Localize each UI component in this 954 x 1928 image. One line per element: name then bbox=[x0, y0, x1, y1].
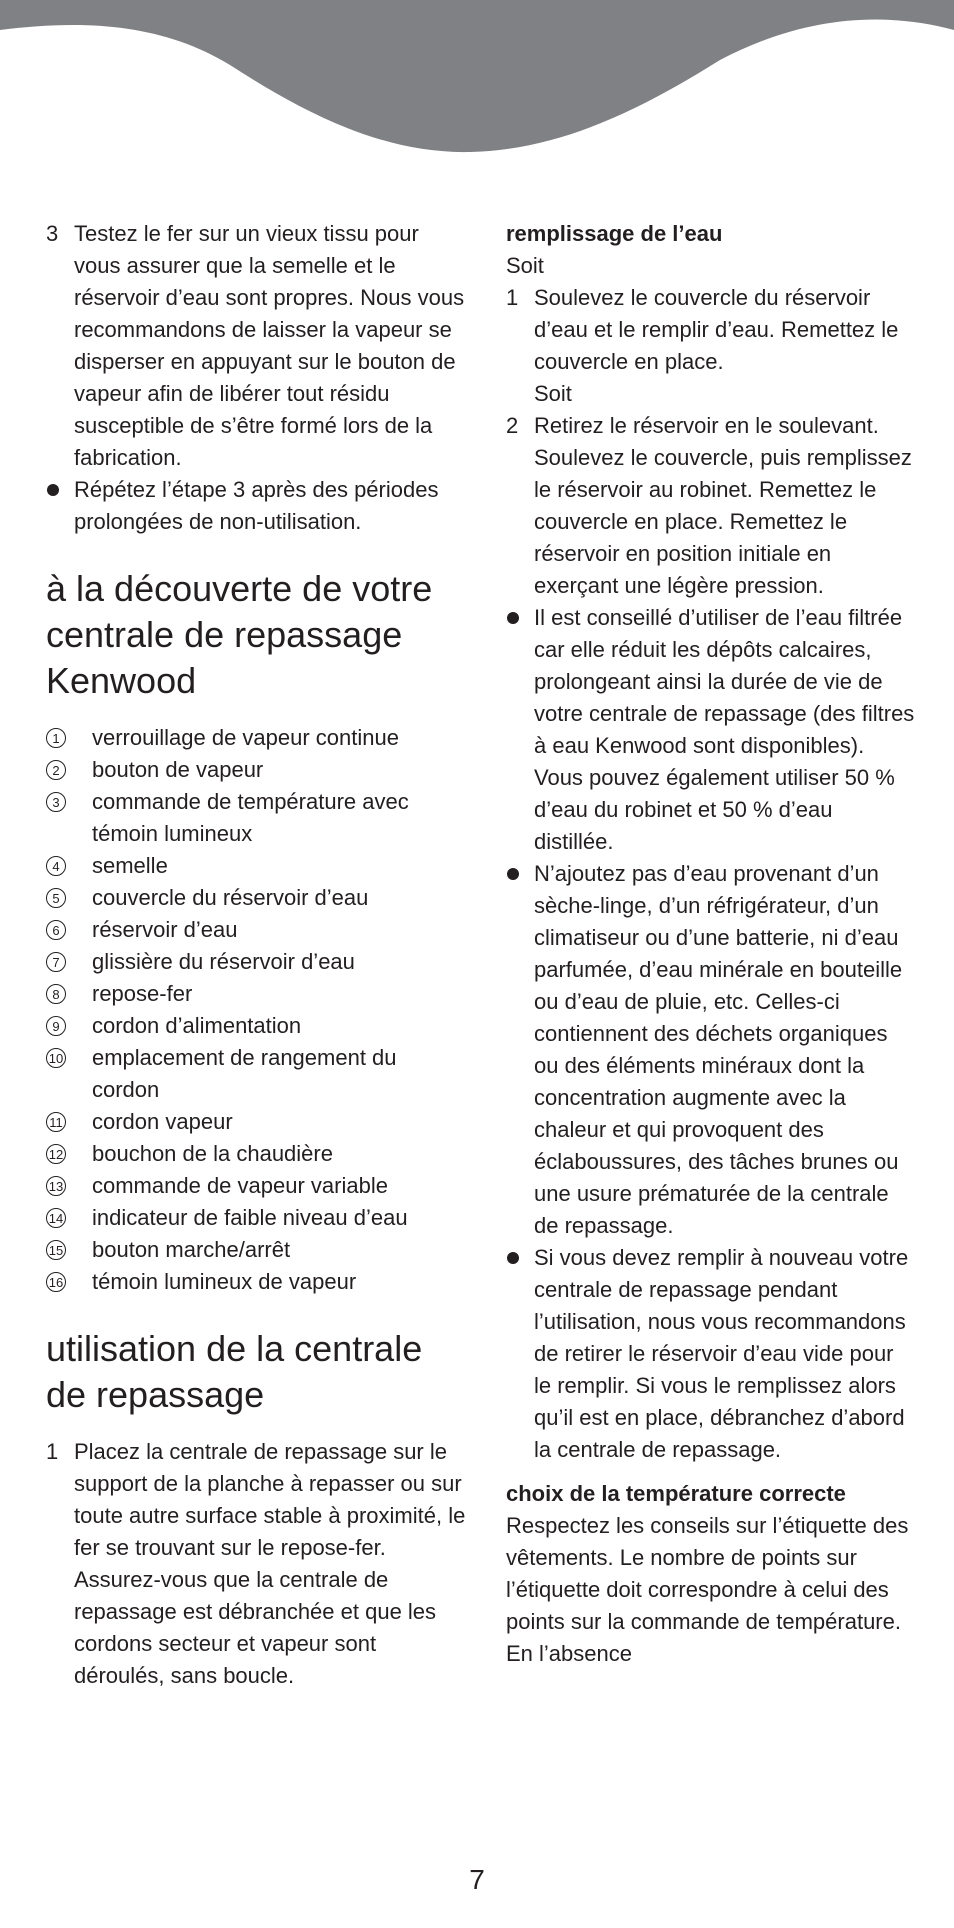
part-number-badge: 12 bbox=[46, 1144, 66, 1164]
part-list-item bbox=[46, 850, 466, 882]
part-number-badge: 10 bbox=[46, 1048, 66, 1068]
step-2 bbox=[506, 410, 916, 602]
part-list-item bbox=[46, 914, 466, 946]
part-number-badge: 11 bbox=[46, 1112, 66, 1132]
bullet-item bbox=[506, 858, 916, 1242]
part-number-badge: 5 bbox=[46, 888, 66, 908]
step-1 bbox=[506, 282, 916, 378]
step-text: Soulevez le couvercle du réservoir d’eau et le remplir d’eau. Remettez le couvercle en place. bbox=[534, 285, 899, 374]
part-label: témoin lumineux de vapeur bbox=[92, 1269, 357, 1294]
part-label: indicateur de faible niveau d’eau bbox=[92, 1205, 408, 1230]
step-text: Placez la centrale de repassage sur le support de la planche à repasser ou sur toute autre surface stable à proximité, le fer se trouvant sur le repose-fer. Assurez-vous que la centrale de repassage est débranchée et que les cordons secteur et vapeur sont déroulés, sans boucle. bbox=[74, 1439, 466, 1688]
paragraph: Respectez les conseils sur l’étiquette des vêtements. Le nombre de points sur l’étiquette doit correspondre à celui des points sur la commande de température. En l’absence bbox=[506, 1513, 909, 1666]
part-list-item bbox=[46, 1138, 466, 1170]
part-number-badge: 6 bbox=[46, 920, 66, 940]
bullet-text: N’ajoutez pas d’eau provenant d’un sèche-linge, d’un réfrigérateur, d’un climatiseur ou d’une batterie, ni d’eau parfumée, d’eau minérale en bouteille ou d’eau de pluie, etc. Celles-ci contiennent des déchets organiques ou des éléments minéraux dont la concentration augmente avec la chaleur et qui provoquent des éclaboussures, des tâches brunes ou une usure prématurée de la centrale de repassage. bbox=[534, 861, 903, 1238]
page-number: 7 bbox=[469, 1864, 485, 1895]
part-label: emplacement de rangement du cordon bbox=[92, 1045, 397, 1102]
part-label: cordon vapeur bbox=[92, 1109, 233, 1134]
soit-label: Soit bbox=[506, 253, 544, 278]
bullet-text: Si vous devez remplir à nouveau votre centrale de repassage pendant l’utilisation, nous vous recommandons de retirer le réservoir d’eau vide pour le remplir. Si vous le remplissez alors qu’il est en place, débranchez d’abord la centrale de repassage. bbox=[534, 1245, 909, 1462]
parts-list bbox=[46, 722, 466, 1298]
section-heading: à la découverte de votre centrale de repassage Kenwood bbox=[46, 568, 433, 701]
left-column bbox=[46, 218, 466, 1692]
section-heading: utilisation de la centrale de repassage bbox=[46, 1328, 423, 1415]
bullet-item bbox=[46, 474, 466, 538]
part-number-badge: 13 bbox=[46, 1176, 66, 1196]
part-label: semelle bbox=[92, 853, 168, 878]
step-number: 2 bbox=[506, 413, 519, 438]
part-list-item bbox=[46, 786, 466, 850]
part-number-badge: 15 bbox=[46, 1240, 66, 1260]
part-label: verrouillage de vapeur continue bbox=[92, 725, 399, 750]
part-list-item bbox=[46, 1266, 466, 1298]
part-list-item bbox=[46, 1202, 466, 1234]
bullet-icon bbox=[507, 612, 519, 624]
bullet-item bbox=[506, 602, 916, 858]
part-label: réservoir d’eau bbox=[92, 917, 238, 942]
part-label: cordon d’alimentation bbox=[92, 1013, 302, 1038]
part-number-badge: 14 bbox=[46, 1208, 66, 1228]
part-label: glissière du réservoir d’eau bbox=[92, 949, 355, 974]
bullet-item bbox=[506, 1242, 916, 1466]
bullet-text: Répétez l’étape 3 après des périodes prolongées de non-utilisation. bbox=[74, 477, 439, 534]
part-label: commande de vapeur variable bbox=[92, 1173, 388, 1198]
part-number-badge: 3 bbox=[46, 792, 66, 812]
decorative-header-wave bbox=[0, 0, 954, 160]
bullet-icon bbox=[507, 868, 519, 880]
part-list-item bbox=[46, 1042, 466, 1106]
right-column bbox=[506, 218, 916, 1670]
part-list-item bbox=[46, 722, 466, 754]
step-number: 1 bbox=[506, 285, 519, 310]
part-list-item bbox=[46, 882, 466, 914]
part-label: commande de température avec témoin lumineux bbox=[92, 789, 409, 846]
part-label: couvercle du réservoir d’eau bbox=[92, 885, 369, 910]
bullet-text: Il est conseillé d’utiliser de l’eau filtrée car elle réduit les dépôts calcaires, prolongeant ainsi la durée de vie de votre centrale de repassage (des filtres à eau Kenwood sont disponibles). Vous pouvez également utiliser 50 % d’eau du robinet et 50 % d’eau distillée. bbox=[534, 605, 915, 854]
part-list-item bbox=[46, 1234, 466, 1266]
part-list-item bbox=[46, 1010, 466, 1042]
part-number-badge: 9 bbox=[46, 1016, 66, 1036]
part-list-item bbox=[46, 978, 466, 1010]
subsection-heading: remplissage de l’eau bbox=[506, 221, 723, 246]
part-number-badge: 2 bbox=[46, 760, 66, 780]
step-1 bbox=[46, 1436, 466, 1692]
step-3 bbox=[46, 218, 466, 474]
part-list-item bbox=[46, 754, 466, 786]
step-text: Retirez le réservoir en le soulevant. Soulevez le couvercle, puis remplissez le réservoir au robinet. Remettez le couvercle en place. Remettez le réservoir en position initiale en exerçant une légère pression. bbox=[534, 413, 912, 598]
part-list-item bbox=[46, 946, 466, 978]
bullet-icon bbox=[47, 484, 59, 496]
subsection-heading: choix de la température correcte bbox=[506, 1481, 846, 1506]
bullet-icon bbox=[507, 1252, 519, 1264]
part-label: bouton marche/arrêt bbox=[92, 1237, 291, 1262]
part-number-badge: 4 bbox=[46, 856, 66, 876]
part-list-item bbox=[46, 1106, 466, 1138]
soit-label: Soit bbox=[534, 381, 572, 406]
part-list-item bbox=[46, 1170, 466, 1202]
part-label: bouton de vapeur bbox=[92, 757, 264, 782]
step-text: Testez le fer sur un vieux tissu pour vous assurer que la semelle et le réservoir d’eau sont propres. Nous vous recommandons de laisser la vapeur se disperser en appuyant sur le bouton de vapeur afin de libérer tout résidu susceptible de s’être formé lors de la fabrication. bbox=[74, 221, 465, 470]
part-label: repose-fer bbox=[92, 981, 193, 1006]
part-number-badge: 7 bbox=[46, 952, 66, 972]
step-number: 3 bbox=[46, 221, 59, 246]
part-number-badge: 8 bbox=[46, 984, 66, 1004]
part-number-badge: 16 bbox=[46, 1272, 66, 1292]
part-label: bouchon de la chaudière bbox=[92, 1141, 333, 1166]
part-number-badge: 1 bbox=[46, 728, 66, 748]
step-number: 1 bbox=[46, 1439, 59, 1464]
